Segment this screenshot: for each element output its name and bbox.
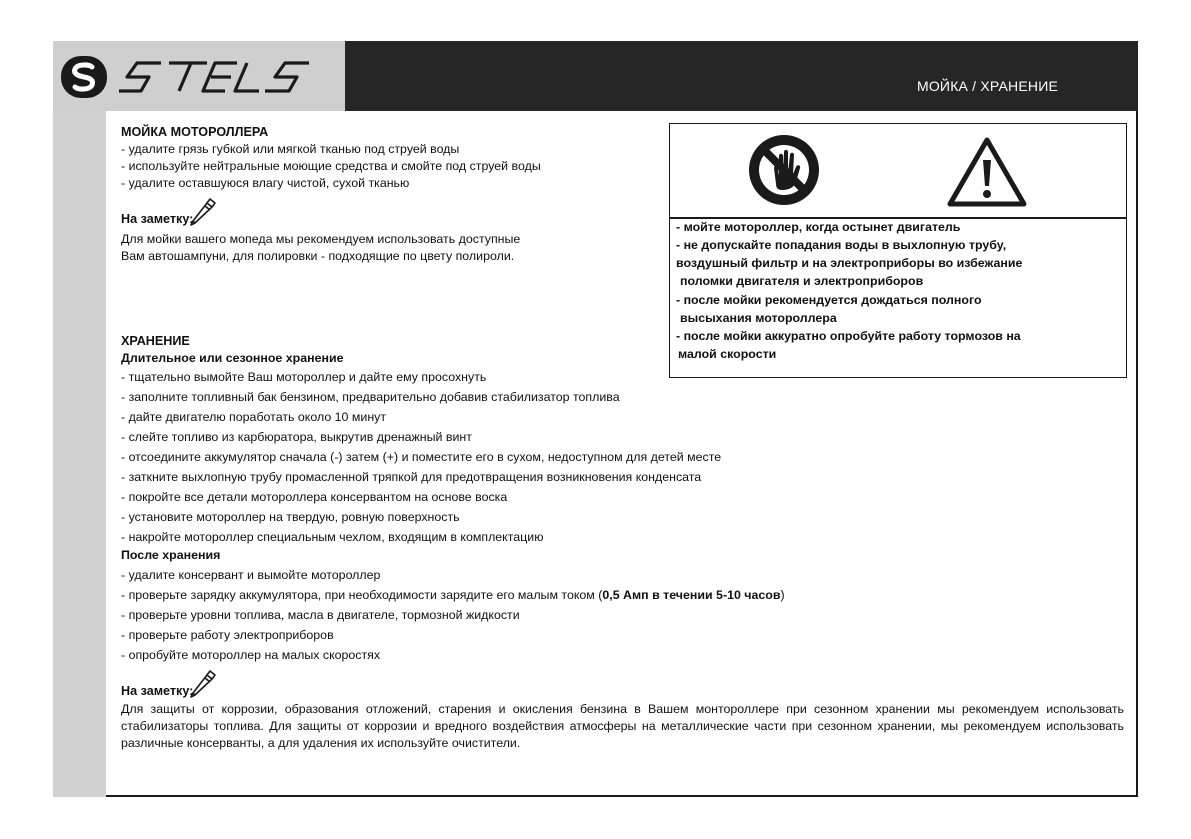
pencil-note-icon [187, 669, 217, 699]
stels-wordmark-logo [119, 57, 329, 97]
warning-line: поломки двигателя и электроприборов [680, 274, 924, 288]
after-storage-item-battery [121, 587, 785, 603]
storage-item: - тщательно вымойте Ваш мотороллер и дайте ему просохнуть [121, 370, 487, 384]
warning-line: - мойте мотороллер, когда остынет двигатель [676, 220, 961, 234]
after-storage-item: - опробуйте мотороллер на малых скоростях [121, 648, 381, 662]
storage-item: - дайте двигателю поработать около 10 минут [121, 410, 387, 424]
left-margin-rail [53, 111, 106, 797]
bottom-border [106, 795, 1138, 797]
storage-item: - заполните топливный бак бензином, предварительно добавив стабилизатор топлива [121, 390, 620, 404]
washing-note-line: Для мойки вашего мопеда мы рекомендуем использовать доступные [121, 232, 521, 246]
washing-item: - удалите грязь губкой или мягкой тканью под струей воды [121, 142, 460, 156]
battery-charge-spec: 0,5 Амп в течении 5-10 часов [602, 588, 781, 602]
after-storage-item: - проверьте уровни топлива, масла в двигателе, тормозной жидкости [121, 608, 520, 622]
warning-line: - после мойки рекомендуется дождаться полного [676, 293, 982, 307]
after-storage-item: - удалите консервант и вымойте мотороллер [121, 568, 381, 582]
header-bar [345, 41, 1138, 111]
storage-subheading-long: Длительное или сезонное хранение [121, 351, 344, 365]
storage-item: - слейте топливо из карбюратора, выкрутив дренажный винт [121, 430, 472, 444]
warning-line: малой скорости [678, 347, 777, 361]
washing-item: - используйте нейтральные моющие средства и смойте под струей воды [121, 159, 541, 173]
washing-item: - удалите оставшуюся влагу чистой, сухой тканью [121, 176, 410, 190]
storage-item: - установите мотороллер на твердую, ровную поверхность [121, 510, 460, 524]
no-touch-prohibition-icon [746, 132, 822, 208]
washing-note-line: Вам автошампуни, для полировки - подходящие по цвету полироли. [121, 249, 515, 263]
after-storage-item: - проверьте работу электроприборов [121, 628, 334, 642]
storage-item: - отсоедините аккумулятор сначала (-) затем (+) и поместите его в сухом, недоступном для детей месте [121, 450, 722, 464]
battery-text-post: ) [780, 588, 785, 602]
storage-subheading-after: После хранения [121, 548, 221, 562]
stels-s-badge-logo [59, 52, 109, 102]
warning-line: - после мойки аккуратно опробуйте работу тормозов на [676, 329, 1021, 343]
storage-item: - накройте мотороллер специальным чехлом, входящим в комплектацию [121, 530, 544, 544]
pencil-note-icon [187, 197, 217, 227]
storage-item: - заткните выхлопную трубу промасленной тряпкой для предотвращения возникновения конденсата [121, 470, 702, 484]
page-title: МОЙКА / ХРАНЕНИЕ [916, 78, 1058, 94]
storage-note-paragraph: Для защиты от коррозии, образования отложений, старения и окисления бензина в Вашем монтороллере при сезонном хранении мы рекомендуем использовать стабилизаторы топлива. Для защиты от коррозии и вредного воздействия атмосферы на металлические части при сезонном хранении, мы рекомендуем использовать различные консерванты, а для удаления их используйте очистители. [121, 702, 1124, 750]
washing-heading: МОЙКА МОТОРОЛЛЕРА [121, 125, 269, 139]
warning-line: высыхания мотороллера [680, 311, 837, 325]
storage-heading: ХРАНЕНИЕ [121, 334, 190, 348]
warning-line: воздушный фильтр и на электроприборы во избежание [676, 256, 1023, 270]
storage-item: - покройте все детали мотороллера консервантом на основе воска [121, 490, 508, 504]
washing-note-label: На заметку: [121, 212, 194, 226]
right-border [1136, 111, 1138, 797]
battery-text-pre: - проверьте зарядку аккумулятора, при необходимости зарядите его малым током ( [121, 588, 603, 602]
warning-line: - не допускайте попадания воды в выхлопную трубу, [676, 238, 1007, 252]
header-logo-panel [53, 41, 345, 111]
storage-note-label: На заметку: [121, 684, 194, 698]
warning-box [669, 123, 1127, 378]
warning-triangle-icon [946, 136, 1028, 208]
